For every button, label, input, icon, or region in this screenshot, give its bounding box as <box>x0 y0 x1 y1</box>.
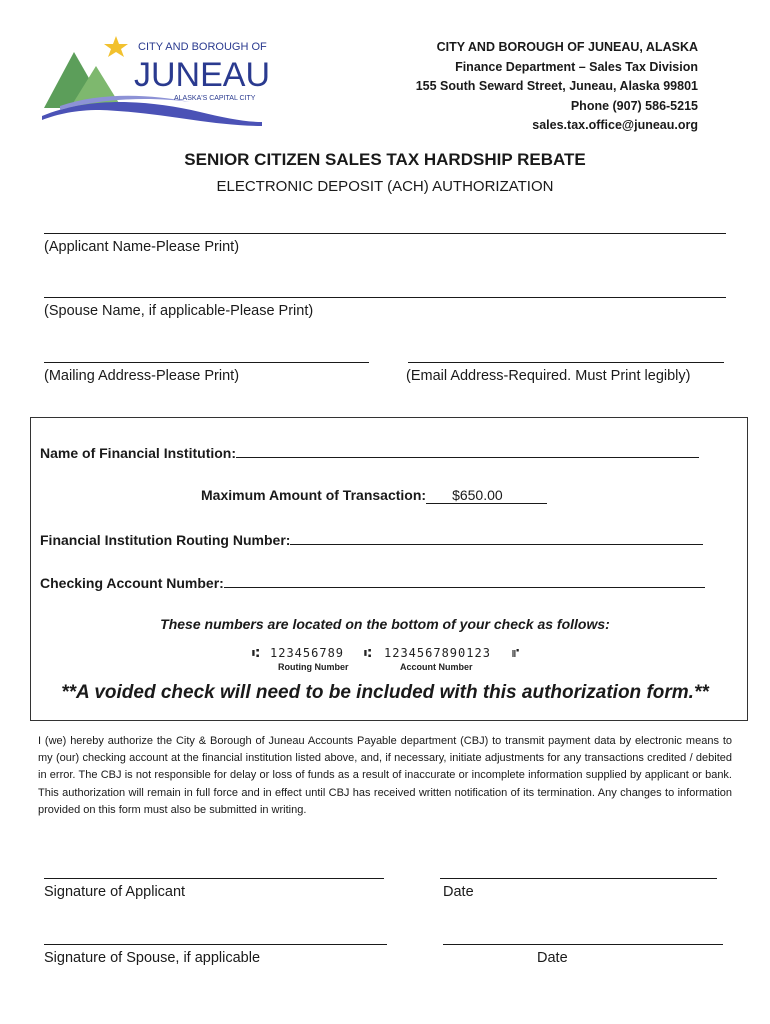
micr-routing: 123456789 <box>270 646 345 660</box>
mailing-address-line[interactable] <box>44 362 369 363</box>
form-subtitle: ELECTRONIC DEPOSIT (ACH) AUTHORIZATION <box>216 178 554 195</box>
org-name: CITY AND BOROUGH OF JUNEAU, ALASKA <box>436 40 698 54</box>
micr-symbol-3: ⑈ <box>512 646 520 660</box>
applicant-signature-caption: Signature of Applicant <box>44 884 186 900</box>
institution-label: Name of Financial Institution: <box>40 445 237 461</box>
account-label: Checking Account Number: <box>40 575 224 591</box>
mailing-address-caption: (Mailing Address-Please Print) <box>44 368 240 384</box>
institution-field[interactable] <box>40 444 699 461</box>
micr-account-label: Account Number <box>400 662 473 672</box>
applicant-signature-line[interactable] <box>44 878 384 879</box>
org-phone: Phone (907) 586-5215 <box>570 98 698 113</box>
applicant-date-caption: Date <box>443 884 474 900</box>
check-location-note: These numbers are located on the bottom of your check as follows: <box>160 616 610 632</box>
juneau-logo <box>40 30 270 130</box>
applicant-name-line[interactable] <box>44 233 726 234</box>
logo-line1: CITY AND BOROUGH OF <box>138 41 267 53</box>
star-icon <box>104 36 128 57</box>
org-email: sales.tax.office@juneau.org <box>532 118 698 132</box>
spouse-name-caption: (Spouse Name, if applicable-Please Print) <box>44 303 314 319</box>
check-micr-illustration <box>250 644 540 674</box>
email-address-caption: (Email Address-Required. Must Print legibly) <box>406 368 691 384</box>
account-field[interactable] <box>40 574 705 591</box>
account-input-line[interactable] <box>224 574 705 588</box>
spouse-date-line[interactable] <box>443 944 723 945</box>
org-address: 155 South Seward Street, Juneau, Alaska 99801 <box>415 79 698 93</box>
bank-info-box <box>30 417 748 721</box>
spouse-date-caption: Date <box>537 950 568 966</box>
max-amount-label: Maximum Amount of Transaction: <box>201 487 427 503</box>
spouse-name-line[interactable] <box>44 297 726 298</box>
org-contact <box>416 38 698 136</box>
voided-check-note: **A voided check will need to be included with this authorization form.** <box>61 682 709 703</box>
logo-tagline: ALASKA'S CAPITAL CITY <box>174 95 256 102</box>
micr-routing-label: Routing Number <box>278 662 349 672</box>
routing-field[interactable] <box>40 531 703 548</box>
authorization-text: I (we) hereby authorize the City & Borough of Juneau Accounts Payable department (CBJ) to transmit payment data by electronic means to my (our) checking account at the financial institution listed above, and, if necessary, initiate adjustments for any transactions credited / debited in error. The CBJ is not responsible for delay or loss of funds as a result of inaccurate or incomplete information supplied by applicant or bank. This authorization will remain in full force and in effect until CBJ has received written notification of its termination. Any changes to information provided on this form must also be submitted in writing. <box>38 735 732 816</box>
max-amount-value: $650.00 <box>426 487 547 504</box>
routing-label: Financial Institution Routing Number: <box>40 532 291 548</box>
micr-account: 1234567890123 <box>384 646 491 660</box>
routing-input-line[interactable] <box>290 531 703 545</box>
micr-symbol-2: ⑆ <box>364 646 372 660</box>
spouse-signature-line[interactable] <box>44 944 387 945</box>
org-division: Finance Department – Sales Tax Division <box>455 59 698 74</box>
form-title: SENIOR CITIZEN SALES TAX HARDSHIP REBATE <box>184 150 586 169</box>
applicant-date-line[interactable] <box>440 878 717 879</box>
spouse-signature-caption: Signature of Spouse, if applicable <box>44 950 261 966</box>
logo-name: JUNEAU <box>134 56 270 94</box>
max-amount-field <box>201 487 547 504</box>
applicant-name-caption: (Applicant Name-Please Print) <box>44 239 240 255</box>
email-address-line[interactable] <box>408 362 724 363</box>
institution-input-line[interactable] <box>236 444 699 458</box>
micr-symbol-1: ⑆ <box>252 646 260 660</box>
